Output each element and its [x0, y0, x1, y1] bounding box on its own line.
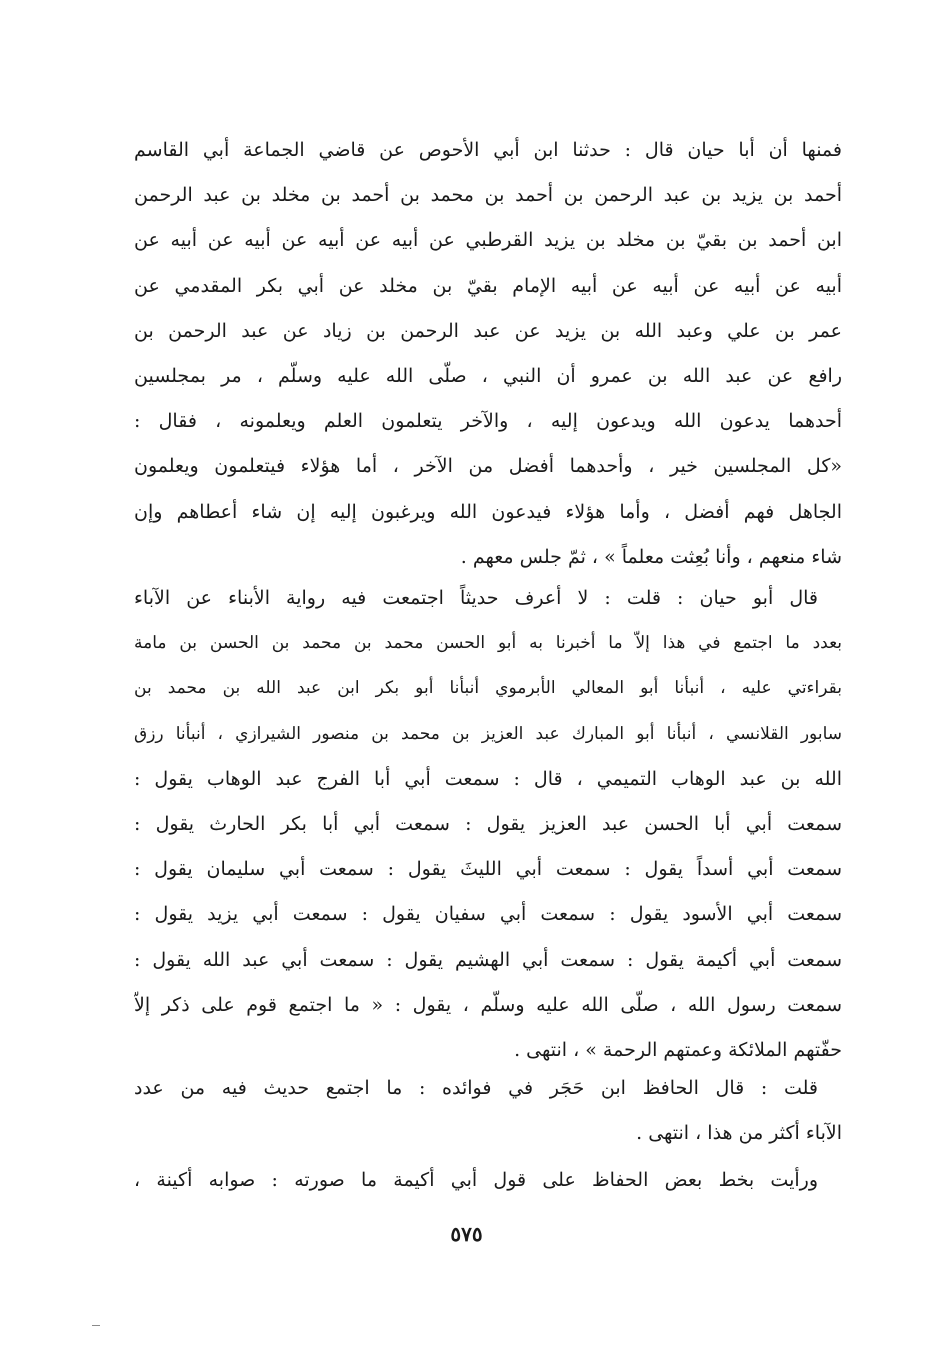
- paragraph-hadith-chain: [134, 128, 842, 580]
- text-line: الجاهل فهم أفضل ، وأما هؤلاء فيدعون الله ويرغبون إليه إن شاء أعطاهم وإن: [134, 500, 842, 523]
- text-line: سابور القلانسي ، أنبأنا أبو المبارك عبد العزيز بن محمد بن منصور الشيرازي ، أنبأنا رزق: [134, 723, 842, 744]
- text-line: قلت : قال الحافظ ابن حَجَر في فوائده : ما اجتمع حديث فيه من عدد: [134, 1077, 818, 1099]
- text-line: قال أبو حيان : قلت : لا أعرف حديثاً اجتمعت فيه رواية الأبناء عن الآباء: [134, 587, 818, 609]
- text-line: بقراءتي عليه ، أنبأنا أبو المعالي الأبرموي أنبأنا أبو بكر ابن عبد الله بن محمد بن: [134, 678, 842, 699]
- text-line: أبيه عن أبيه عن أبيه عن أبيه الإمام بقيّ بن مخلد عن أبي بكر المقدمي عن: [134, 274, 842, 297]
- text-line: سمعت أبي أسداً يقول : سمعت أبي الليثَ يقول : سمعت أبي سليمان يقول :: [134, 858, 842, 881]
- text-line: ورأيت بخط بعض الحفاظ على قول أبي أكيمة ما صورته : صوابه أكينة ،: [134, 1169, 818, 1191]
- text-line: رافع عن عبد الله بن عمرو أن النبي ، صلّى الله عليه وسلّم ، مر بمجلسين: [134, 364, 842, 387]
- text-line: فمنها أن أبا حيان قال : حدثنا ابن أبي الأحوص عن قاضي الجماعة أبي القاسم: [134, 139, 842, 161]
- text-line: أحمد بن يزيد بن عبد الرحمن بن أحمد بن محمد بن أحمد بن مخلد بن عبد الرحمن: [134, 184, 842, 207]
- text-line: بعدد ما اجتمع في هذا إلاّ ما أخبرنا به أبو الحسن محمد بن محمد بن الحسن بن مامة: [134, 633, 842, 654]
- scan-mark: [92, 1325, 100, 1326]
- text-line: عمر بن علي وعبد الله بن يزيد عن عبد الرحمن بن زياد عن عبد الرحمن بن: [134, 319, 842, 342]
- text-line: الله بن عبد الوهاب التميمي ، قال : سمعت أبي أبا الفرج عبد الوهاب يقول :: [134, 767, 842, 790]
- paragraph-ibn-hajar: [134, 1066, 842, 1156]
- text-line: سمعت أبي أكيمة يقول : سمعت أبي الهشيم يقول : سمعت أبي عبد الله يقول :: [134, 948, 842, 971]
- text-line: «كل المجلسين خير ، وأحدهما أفضل من الآخر ، أما هؤلاء فيتعلمون ويعلمون: [134, 455, 842, 478]
- page-number: ٥٧٥: [450, 1222, 483, 1246]
- text-line: حفّتهم الملائكة وعمتهم الرحمة » ، انتهى .: [514, 1038, 842, 1061]
- paragraph-correction-note: [134, 1158, 842, 1203]
- text-line: سمعت رسول الله ، صلّى الله عليه وسلّم ، يقول : « ما اجتمع قوم على ذكر إلاّ: [134, 993, 842, 1016]
- text-line: شاء منعهم ، وأنا بُعِثت معلماً » ، ثمّ جلس معهم .: [460, 545, 842, 568]
- text-line: ابن أحمد بن بقيّ بن مخلد بن يزيد القرطبي عن أبيه عن أبيه عن أبيه عن أبيه عن: [134, 229, 842, 252]
- text-line: سمعت أبي الأسود يقول : سمعت أبي سفيان يقول : سمعت أبي يزيد يقول :: [134, 903, 842, 926]
- paragraph-abu-hayyan: [134, 576, 842, 1073]
- text-line: سمعت أبي أبا الحسن عبد العزيز يقول : سمعت أبي أبا بكر الحارث يقول :: [134, 812, 842, 835]
- text-line: الآباء أكثر من هذا ، انتهى .: [636, 1122, 842, 1145]
- text-line: أحدهما يدعون الله ويدعون إليه ، والآخر يتعلمون العلم ويعلمونه ، فقال :: [134, 410, 842, 433]
